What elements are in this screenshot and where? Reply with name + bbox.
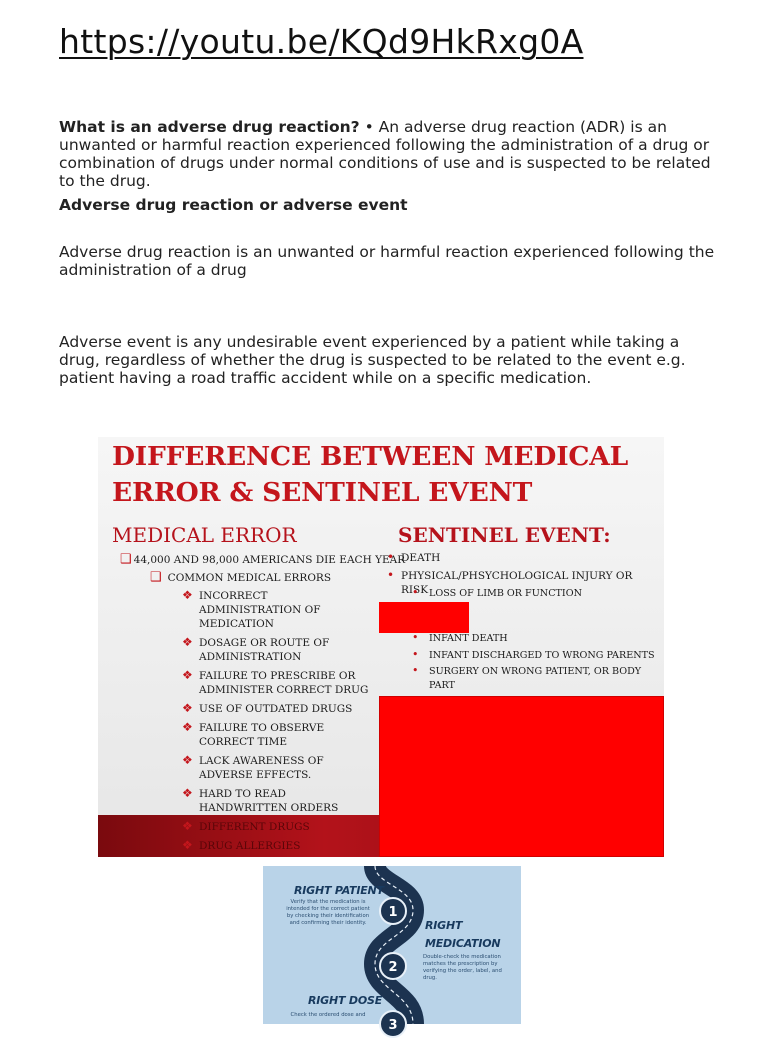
step1-number: 1: [379, 897, 407, 925]
step2-title-line2: MEDICATION: [425, 937, 501, 950]
step2-number: 2: [379, 952, 407, 980]
medical-error-items: [182, 589, 372, 858]
list-item: • INFANT DEATH: [412, 632, 662, 646]
adr-paragraph: Adverse drug reaction is an unwanted or harmful reaction experienced following the administration of a drug: [59, 243, 715, 279]
adverse-event-paragraph: Adverse event is any undesirable event experienced by a patient while taking a drug, regardless of whether the drug is suspected to be related to the event e.g. patient having a road traffic accident while on a specific medication.: [59, 333, 686, 387]
medical-error-sub-list: [150, 571, 331, 585]
medical-error-stat: ❑ 44,000 AND 98,000 AMERICANS DIE EACH YEAR: [120, 553, 405, 567]
redaction-box-small: [379, 602, 469, 633]
list-item: • SURGERY ON WRONG PATIENT, OR BODY PART: [412, 665, 662, 693]
list-item: ❖ FAILURE TO OBSERVE CORRECT TIME: [182, 721, 372, 749]
list-item: ❖ FAILURE TO PRESCRIBE OR ADMINISTER CORRECT DRUG: [182, 669, 372, 697]
list-item: ❖ USE OF OUTDATED DRUGS: [182, 702, 372, 716]
medical-error-stat-list: [120, 553, 405, 567]
adr-definition: [59, 118, 719, 190]
slide-title: [112, 439, 652, 511]
list-item: ❖ LACK AWARENESS OF ADVERSE EFFECTS.: [182, 754, 372, 782]
adr-question: What is an adverse drug reaction?: [59, 118, 360, 136]
step1-text: Verify that the medication is intended for the correct patient by checking their identification and confirming their identity.: [286, 899, 370, 926]
common-errors-label: ❑ COMMON MEDICAL ERRORS: [150, 571, 331, 585]
step2-title-line1: RIGHT: [425, 919, 463, 932]
list-item: ❖ DOSAGE OR ROUTE OF ADMINISTRATION: [182, 636, 372, 664]
list-item: • LOSS OF LIMB OR FUNCTION: [412, 587, 662, 601]
list-item: • INFANT DISCHARGED TO WRONG PARENTS: [412, 649, 662, 663]
adr-answer: • An adverse drug reaction (ADR) is an unwanted or harmful reaction experienced following the administration of a drug or combination of drugs under normal conditions of use and is suspected to be related to the drug.: [59, 118, 711, 190]
section-heading: Adverse drug reaction or adverse event: [59, 196, 408, 214]
slide-title-line-2: ERROR & SENTINEL EVENT: [112, 477, 533, 508]
step3-text: Check the ordered dose and: [290, 1012, 366, 1018]
redaction-box-large: [379, 696, 664, 857]
list-item: ❖ DRUG ALLERGIES: [182, 839, 372, 853]
step2-text: Double-check the medication matches the prescription by verifying the order, label, and drug.: [423, 954, 502, 981]
youtube-link[interactable]: https://youtu.be/KQd9HkRxg0A: [59, 22, 584, 61]
slide-title-line-1: DIFFERENCE BETWEEN MEDICAL: [112, 441, 629, 472]
list-item: ❖ DIFFERENT DRUGS: [182, 820, 372, 834]
list-item: ❖ HARD TO READ HANDWRITTEN ORDERS: [182, 787, 372, 815]
comparison-slide-image: [98, 437, 664, 857]
list-item: • DEATH: [386, 551, 656, 565]
step1-title: RIGHT PATIENT: [294, 884, 384, 897]
sentinel-event-title: SENTINEL EVENT:: [398, 523, 611, 547]
step3-title: RIGHT DOSE: [308, 994, 383, 1007]
list-item: • PHYSICAL/PHSYCHOLOGICAL INJURY OR RISK: [386, 569, 656, 597]
list-item: ❖ INCORRECT ADMINISTRATION OF MEDICATION: [182, 589, 372, 631]
medical-error-title: MEDICAL ERROR: [112, 523, 297, 547]
step3-number: 3: [379, 1010, 407, 1038]
rights-of-medication-infographic: [263, 866, 521, 1033]
